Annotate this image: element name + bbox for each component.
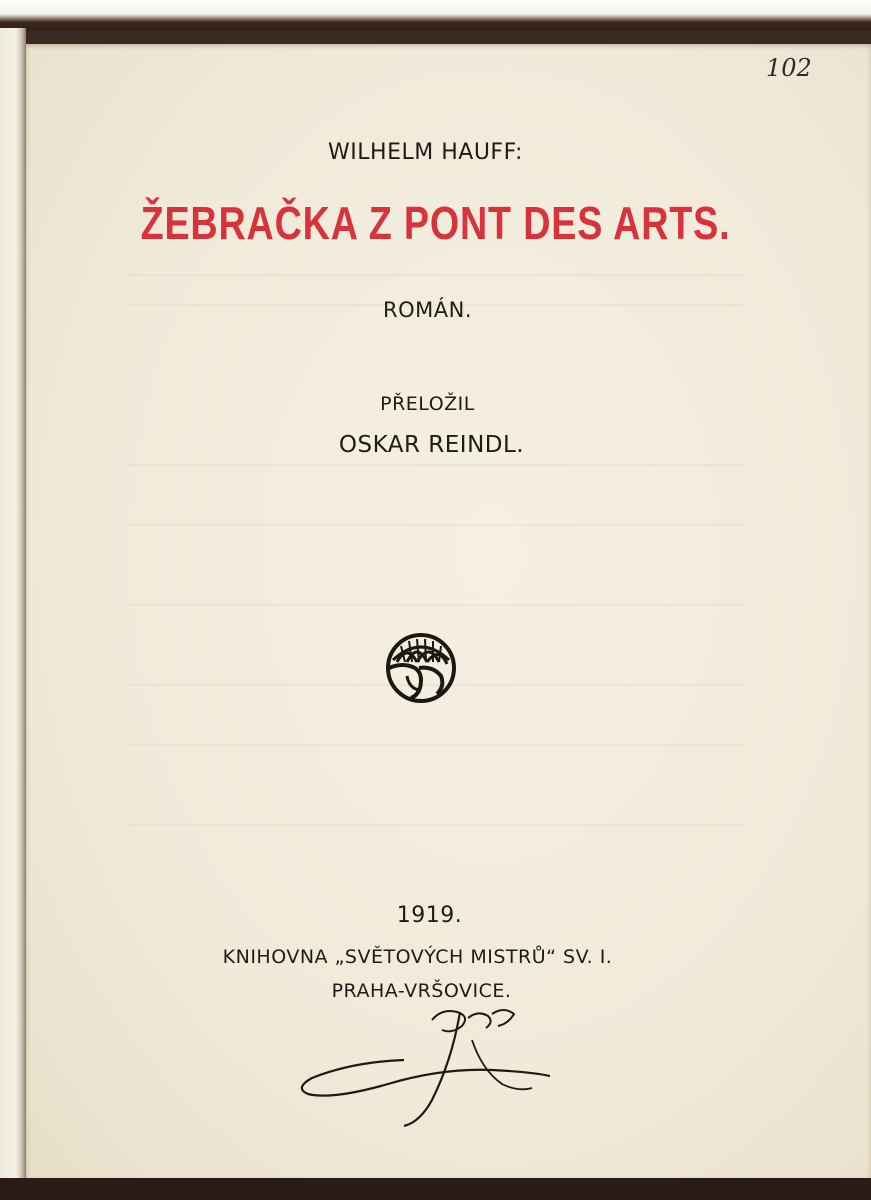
library-series: KNIHOVNA „SVĚTOVÝCH MISTRŮ“ SV. I. <box>222 946 613 968</box>
book-title: ŽEBRAČKA Z PONT DES ARTS. <box>140 197 731 249</box>
publication-place: PRAHA-VRŠOVICE. <box>331 980 512 1002</box>
book-spine-edge <box>0 28 26 1180</box>
translated-by-label: PŘELOŽIL <box>380 393 475 415</box>
publication-year: 1919. <box>396 903 463 928</box>
publisher-emblem-icon <box>383 632 459 704</box>
translator-name: OSKAR REINDL. <box>338 432 525 458</box>
book-bottom-edge <box>0 1178 871 1200</box>
author-name: WILHELM HAUFF: <box>328 140 523 165</box>
handwritten-signature <box>292 1000 562 1130</box>
genre-label: ROMÁN. <box>383 298 472 322</box>
handwritten-page-number: 102 <box>766 54 812 82</box>
book-top-edge <box>0 0 871 30</box>
